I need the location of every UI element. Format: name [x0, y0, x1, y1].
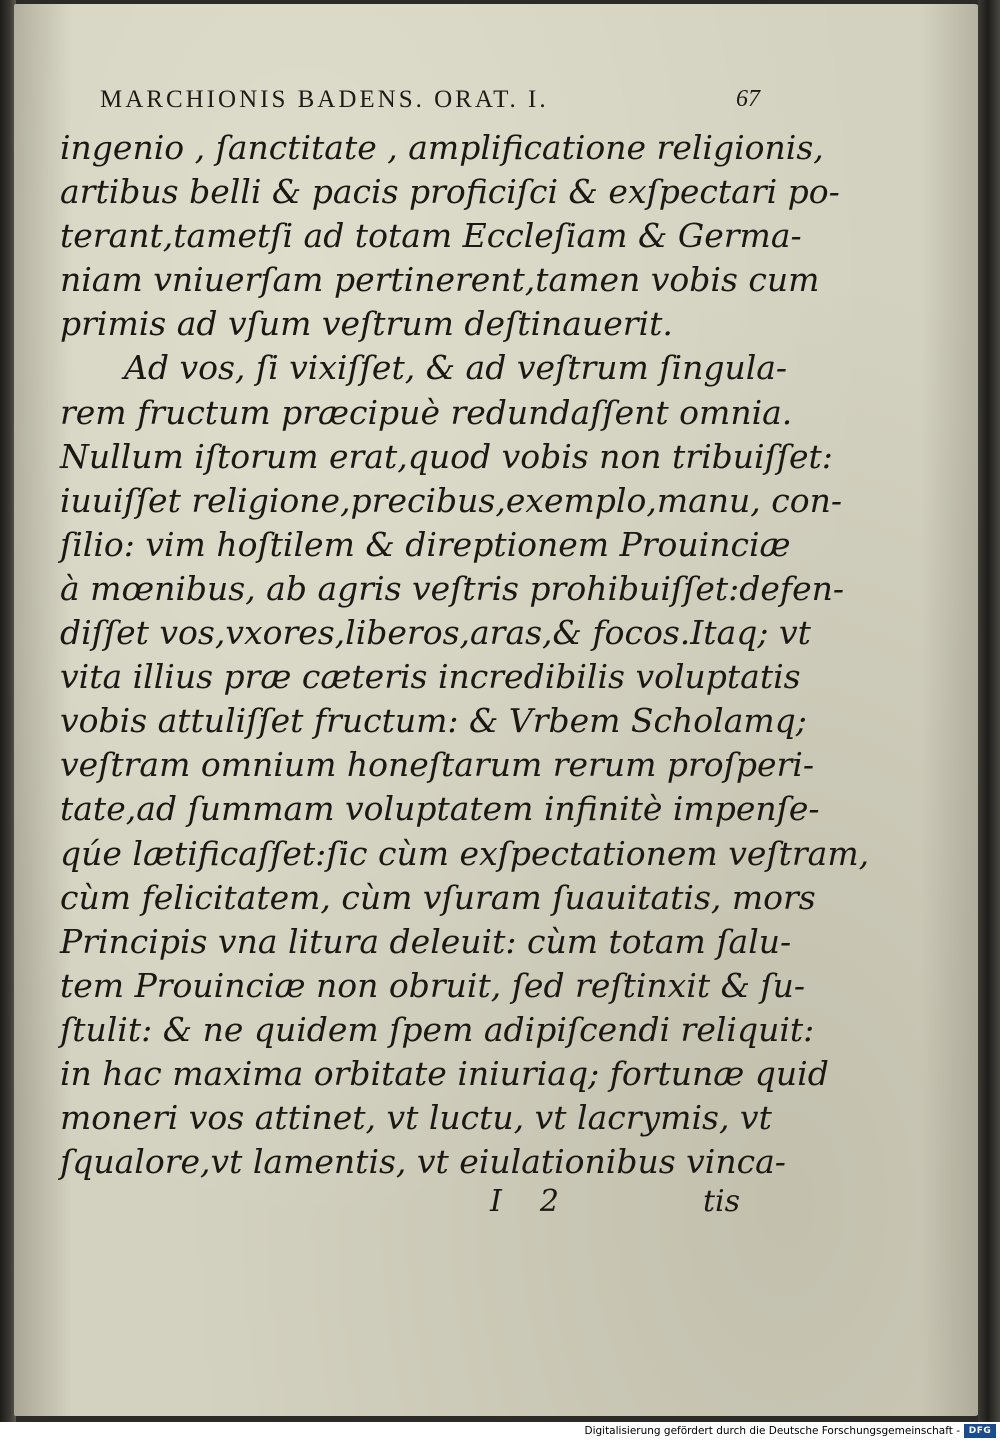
text-line: Principis vna litura deleuit: cùm totam ſalu-	[60, 921, 792, 961]
page-edge	[978, 0, 1000, 1422]
text-line: vobis attuliſſet fructum: & Vrbem Scholamq;	[60, 701, 807, 741]
text-line: Ad vos, ſi vixiſſet, & ad veſtrum ſingula-	[124, 348, 788, 388]
text-line: niam vniuerſam pertinerent,tamen vobis cum	[60, 260, 820, 300]
signature-letter: I	[490, 1184, 502, 1219]
text-line: qúe lætificaſſet:ſic cùm exſpectationem veſtram,	[60, 833, 870, 873]
text-line: moneri vos attinet, vt luctu, vt lacrymis, vt	[60, 1098, 772, 1138]
signature-number: 2	[539, 1184, 559, 1219]
dfg-logo: DFG	[964, 1424, 996, 1438]
funding-credit: Digitalisierung gefördert durch die Deutsche Forschungsgemeinschaft -	[584, 1425, 960, 1437]
text-line: ſqualore,vt lamentis, vt eiulationibus vinca-	[60, 1142, 786, 1182]
text-line: terant,tametſi ad totam Eccleſiam & Germa-	[60, 216, 802, 256]
page-number: 67	[736, 86, 760, 112]
text-line: ſtulit: & ne quidem ſpem adipiſcendi reliquit:	[60, 1009, 815, 1049]
text-line: rem fructum præcipuè redundaſſent omnia.	[60, 392, 793, 432]
running-head	[100, 86, 760, 114]
text-line: artibus belli & pacis proficiſci & exſpectari po-	[60, 172, 840, 212]
text-line: ingenio , ſanctitate , amplificatione religionis,	[60, 128, 824, 167]
catchword: tis	[702, 1184, 740, 1219]
text-line: tem Prouinciæ non obruit, ſed reſtinxit & ſu-	[60, 965, 806, 1005]
text-line: in hac maxima orbitate iniuriaq; fortunæ quid	[60, 1053, 829, 1093]
text-line: à mœnibus, ab agris veſtris prohibuiſſet:defen-	[60, 568, 845, 608]
signature-mark	[490, 1184, 559, 1219]
running-head-title: MARCHIONIS BADENS. ORAT. I.	[100, 86, 549, 113]
text-line: vita illius præ cæteris incredibilis voluptatis	[60, 657, 801, 697]
catchline	[490, 1184, 740, 1219]
text-line: Nullum iſtorum erat,quod vobis non tribuiſſet:	[60, 436, 833, 476]
text-block	[60, 126, 870, 1184]
text-line: ſilio: vim hoſtilem & direptionem Prouinciæ	[60, 524, 791, 564]
text-line: veſtram omnium honeſtarum rerum proſperi-	[60, 745, 814, 785]
text-line: cùm felicitatem, cùm vſuram ſuauitatis, mors	[60, 877, 816, 917]
text-line: iuuiſſet religione,precibus,exemplo,manu, con-	[60, 480, 843, 520]
text-line: diſſet vos,vxores,liberos,aras,& focos.Itaq; vt	[60, 613, 811, 653]
text-line: tate,ad ſummam voluptatem infinitè impenſe-	[60, 789, 820, 829]
text-line: primis ad vſum veſtrum deſtinauerit.	[60, 304, 673, 344]
